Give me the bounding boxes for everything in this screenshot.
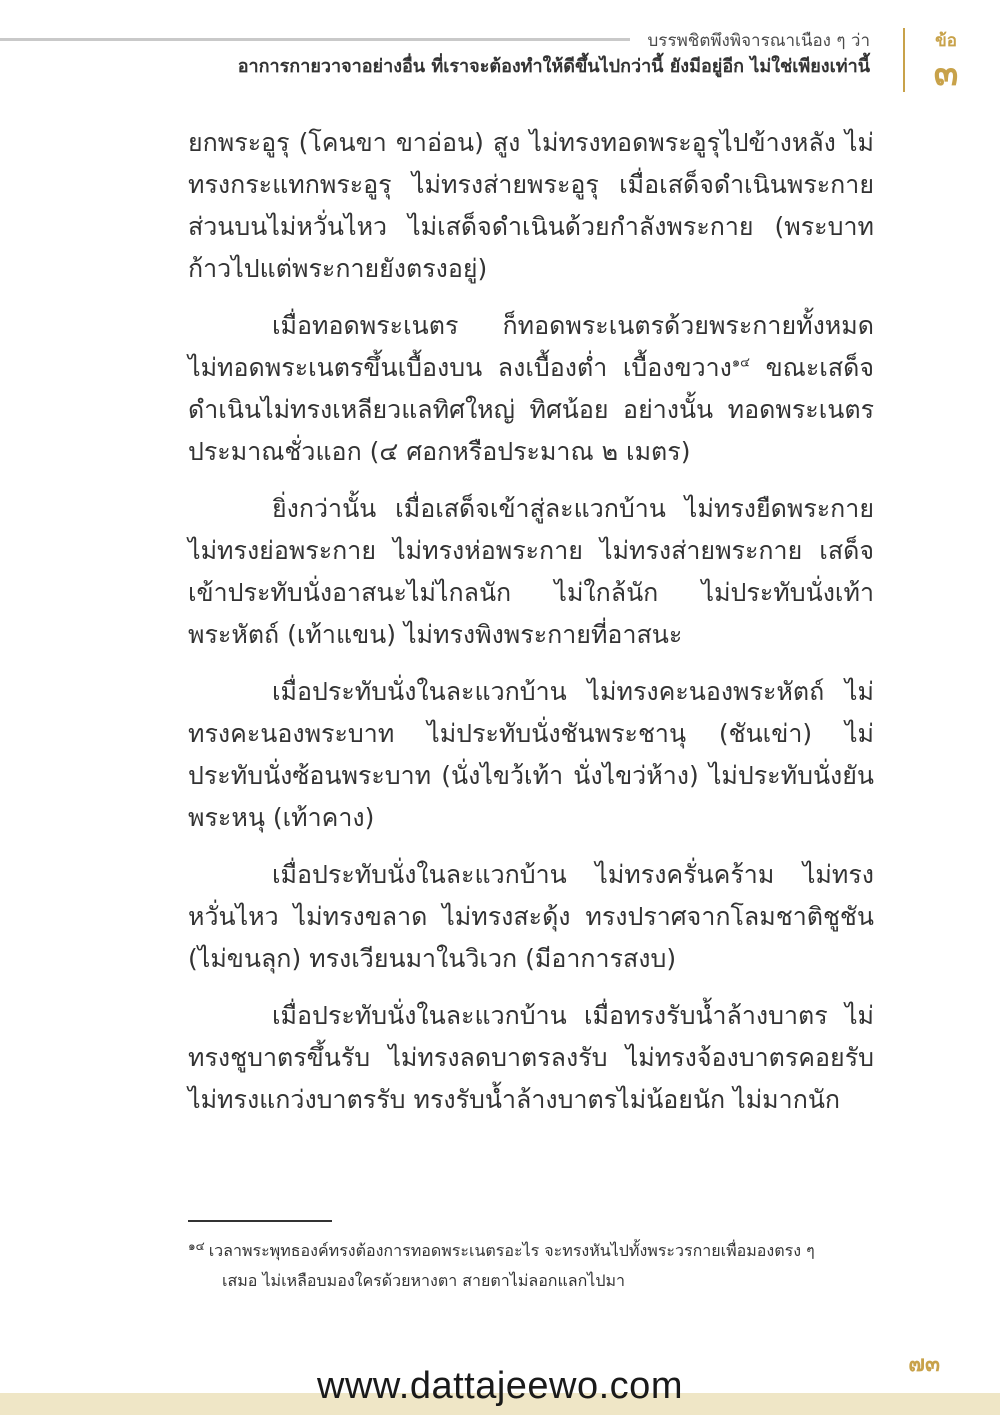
section-divider xyxy=(903,28,905,92)
footnote-line1: เวลาพระพุทธองค์ทรงต้องการทอดพระเนตรอะไร จะทรงหันไปทั้งพระวรกายเพื่อมองตรง ๆ xyxy=(208,1241,815,1260)
paragraph-2-text-after: ขณะเสด็จดำเนินไม่ทรงเหลียวแลทิศใหญ่ ทิศน้อย อย่างนั้น ทอดพระเนตรประมาณชั่วแอก (๔ ศอกหรือประมาณ ๒ เมตร) xyxy=(188,353,874,466)
footnote xyxy=(188,1236,874,1296)
running-head xyxy=(238,28,870,80)
watermark-url: www.dattajeewo.com xyxy=(317,1365,683,1407)
paragraph-5: เมื่อประทับนั่งในละแวกบ้าน ไม่ทรงครั่นคร้าม ไม่ทรงหวั่นไหว ไม่ทรงขลาด ไม่ทรงสะดุ้ง ทรงปราศจากโลมชาติชูชัน (ไม่ขนลุก) ทรงเวียนมาในวิเวก (มีอาการสงบ) xyxy=(188,860,874,973)
body-text xyxy=(188,122,874,1136)
running-head-line1: บรรพชิตพึงพิจารณาเนือง ๆ ว่า xyxy=(647,31,870,51)
section-label: ข้อ xyxy=(935,31,957,51)
paragraph-3: ยิ่งกว่านั้น เมื่อเสด็จเข้าสู่ละแวกบ้าน ไม่ทรงยืดพระกาย ไม่ทรงย่อพระกาย ไม่ทรงห่อพระกาย ไม่ทรงส่ายพระกาย เสด็จเข้าประทับนั่งอาสนะไม่ไกลนัก ไม่ใกล้นัก ไม่ประทับนั่งเท้าพระหัตถ์ (เท้าแขน) ไม่ทรงพิงพระกายที่อาสนะ xyxy=(188,494,874,649)
running-head-line2: อาการกายวาจาอย่างอื่น ที่เราจะต้องทำให้ดีขึ้นไปกว่านี้ ยังมีอยู่อีก ไม่ใช่เพียงเท่านี้ xyxy=(237,56,870,77)
footnote-mark: ๑๔ xyxy=(188,1238,205,1253)
paragraph-1: ยกพระอูรุ (โคนขา ขาอ่อน) สูง ไม่ทรงทอดพระอูรุไปข้างหลัง ไม่ทรงกระแทกพระอูรุ ไม่ทรงส่ายพระอูรุ เมื่อเสด็จดำเนินพระกายส่วนบนไม่หวั่นไหว ไม่เสด็จดำเนินด้วยกำลังพระกาย (พระบาทก้าวไปแต่พระกายยังตรงอยู่) xyxy=(188,128,874,283)
section-number: ๓ xyxy=(933,53,959,94)
page-number: ๗๓ xyxy=(908,1352,940,1377)
paragraph-4: เมื่อประทับนั่งในละแวกบ้าน ไม่ทรงคะนองพระหัตถ์ ไม่ทรงคะนองพระบาท ไม่ประทับนั่งชันพระชานุ (ชันเข่า) ไม่ประทับนั่งซ้อนพระบาท (นั่งไขว้เท้า นั่งไขว่ห้าง) ไม่ประทับนั่งยันพระหนุ (เท้าคาง) xyxy=(188,677,874,832)
footnote-line2: เสมอ ไม่เหลือบมองใครด้วยหางตา สายตาไม่ลอกแลกไปมา xyxy=(222,1271,626,1290)
paragraph-6: เมื่อประทับนั่งในละแวกบ้าน เมื่อทรงรับน้ำล้างบาตร ไม่ทรงชูบาตรขึ้นรับ ไม่ทรงลดบาตรลงรับ ไม่ทรงจ้องบาตรคอยรับ ไม่ทรงแกว่งบาตรรับ ทรงรับน้ำล้างบาตรไม่น้อยนัก ไม่มากนัก xyxy=(188,1001,874,1114)
footnote-rule xyxy=(188,1220,332,1222)
footnote-reference[interactable]: ๑๔ xyxy=(731,355,750,371)
section-marker xyxy=(918,28,974,94)
paragraph-2-text-before: เมื่อทอดพระเนตร ก็ทอดพระเนตรด้วยพระกายทั้งหมด ไม่ทอดพระเนตรขึ้นเบื้องบน ลงเบื้องต่ำ เบื้องขวาง xyxy=(188,311,874,382)
paragraph-2 xyxy=(188,305,874,473)
